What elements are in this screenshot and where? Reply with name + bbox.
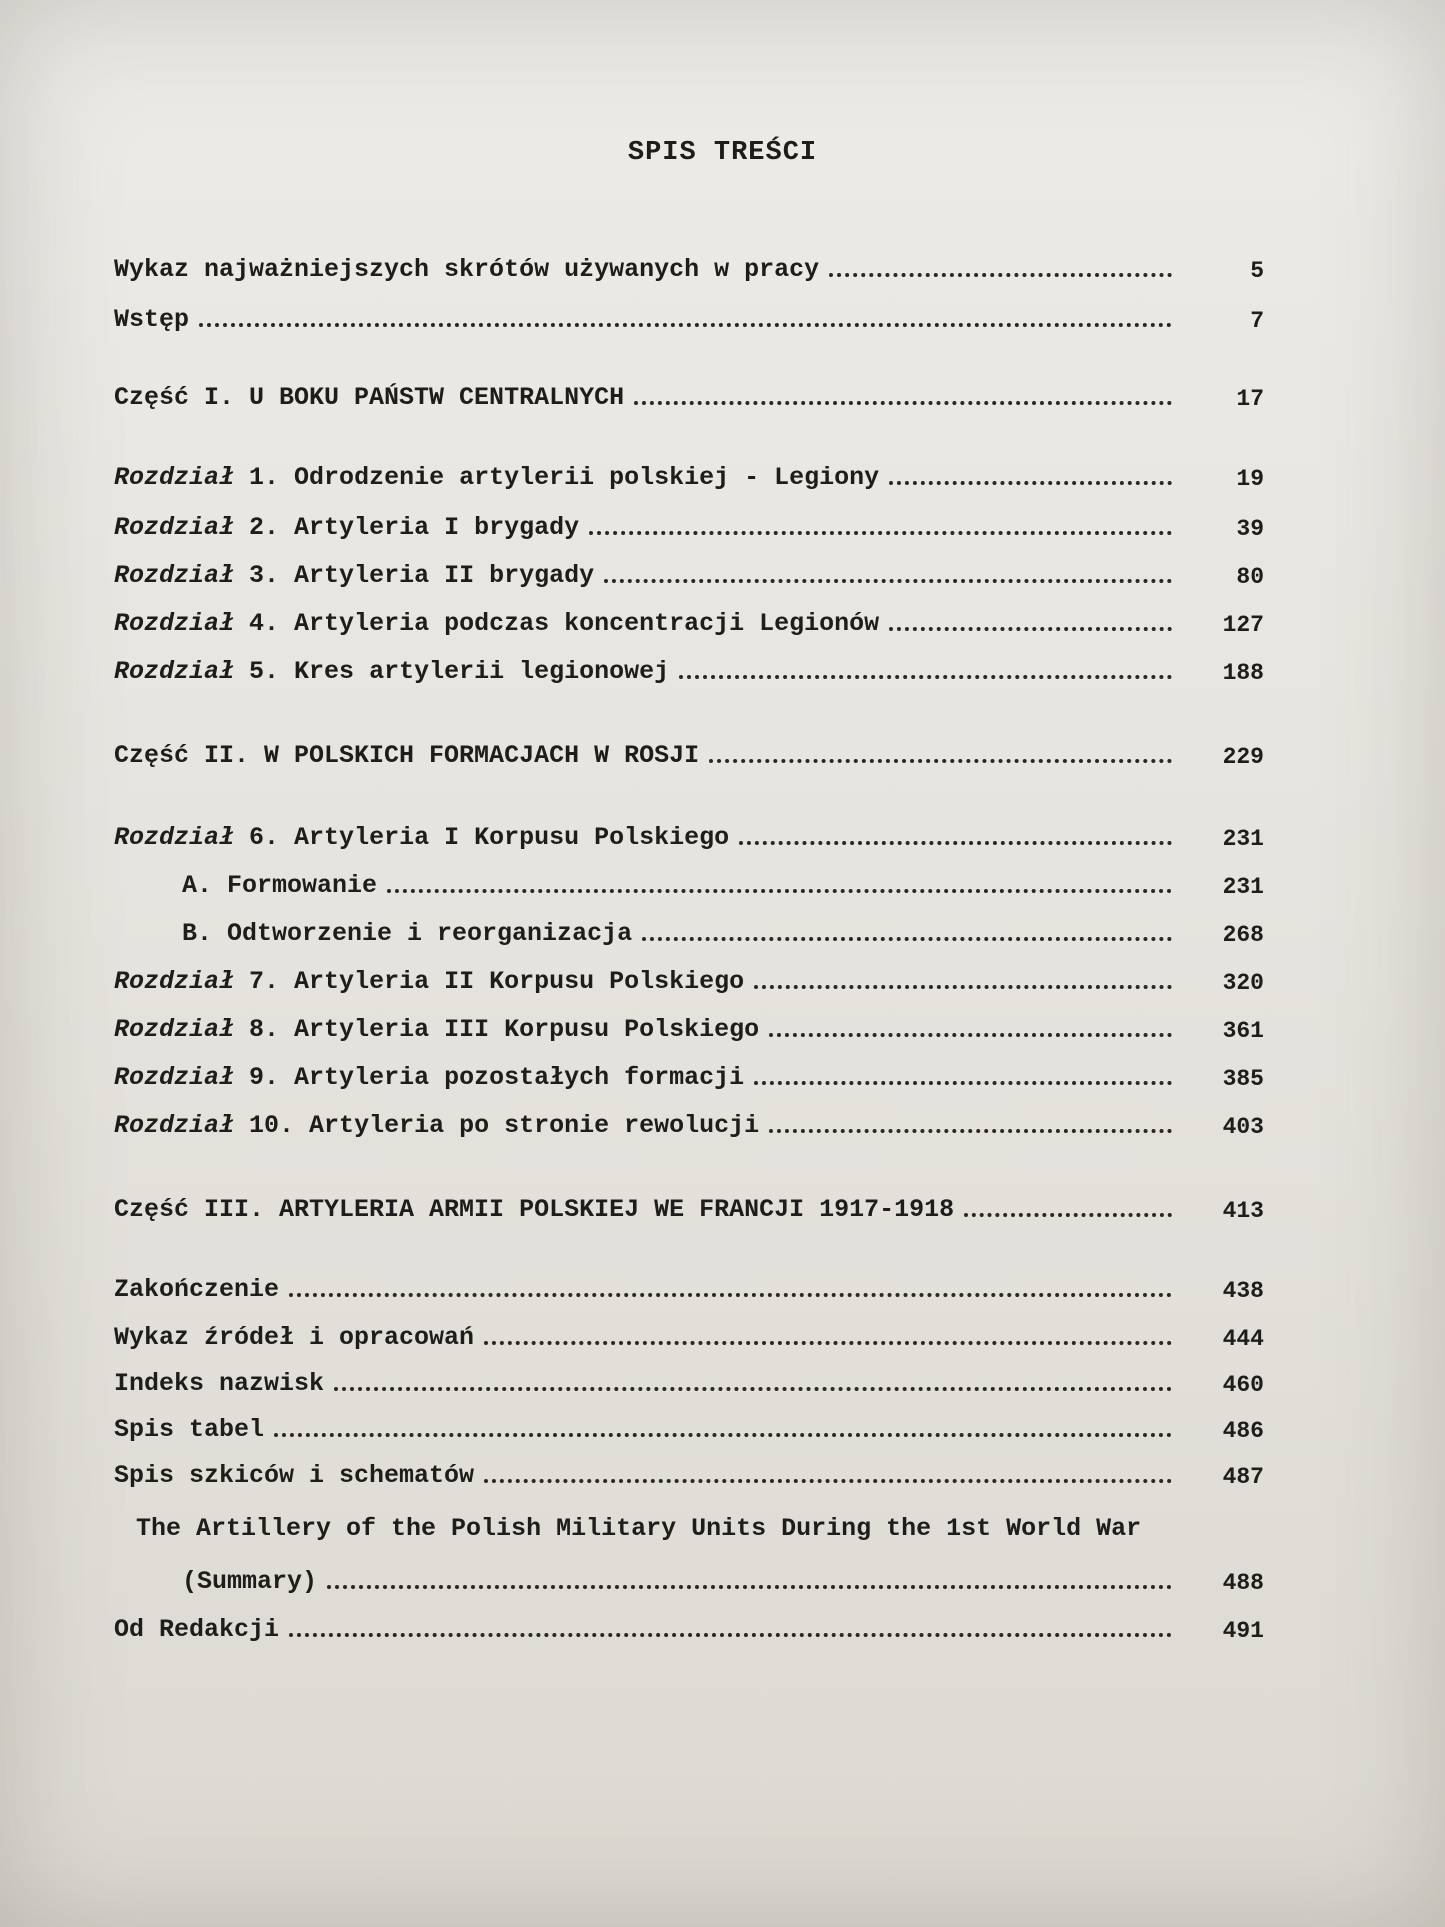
- toc-entry-tables: [114, 1410, 1264, 1444]
- toc-entry-chapter-1: [114, 458, 1264, 492]
- dot-leader: [604, 579, 1172, 583]
- entry-page-number: 491: [1222, 1618, 1264, 1644]
- dot-leader: [829, 273, 1172, 277]
- chapter-prefix: Rozdział: [114, 967, 235, 996]
- dot-leader: [274, 1433, 1172, 1437]
- chapter-prefix: Rozdział: [114, 561, 235, 590]
- toc-entry-chapter-8: [114, 1010, 1264, 1044]
- toc-entry-conclusion: [114, 1270, 1264, 1304]
- toc-entry-chapter-6: [114, 818, 1264, 852]
- entry-page-number: 361: [1222, 1018, 1264, 1044]
- entry-label: [114, 463, 879, 492]
- chapter-title: 2. Artyleria I brygady: [249, 513, 580, 542]
- entry-label: Część I. U BOKU PAŃSTW CENTRALNYCH: [114, 383, 625, 412]
- entry-page-number: 486: [1222, 1418, 1264, 1444]
- entry-page-number: 5: [1250, 258, 1264, 284]
- entry-label: Od Redakcji: [114, 1615, 280, 1644]
- entry-label: [114, 1063, 744, 1092]
- toc-entry-abbreviations: [114, 250, 1264, 284]
- dot-leader: [387, 889, 1172, 893]
- entry-page-number: 487: [1222, 1464, 1264, 1490]
- entry-label: [114, 967, 744, 996]
- dot-leader: [289, 1293, 1172, 1297]
- entry-label: Wstęp: [114, 305, 190, 334]
- dot-leader: [327, 1585, 1172, 1589]
- dot-leader: [754, 1081, 1172, 1085]
- toc-entry-sketches: [114, 1456, 1264, 1490]
- chapter-title: 9. Artyleria pozostałych formacji: [249, 1063, 745, 1092]
- entry-page-number: 268: [1222, 922, 1264, 948]
- entry-label: B. Odtworzenie i reorganizacja: [182, 919, 633, 948]
- toc-entry-introduction: [114, 300, 1264, 334]
- entry-page-number: 19: [1236, 466, 1264, 492]
- entry-label: [114, 609, 879, 638]
- dot-leader: [634, 401, 1172, 405]
- dot-leader: [769, 1129, 1172, 1133]
- dot-leader: [289, 1633, 1172, 1637]
- summary-title-line: The Artillery of the Polish Military Units During the 1st World War: [136, 1514, 1142, 1543]
- dot-leader: [199, 323, 1172, 327]
- entry-page-number: 231: [1222, 874, 1264, 900]
- entry-label: A. Formowanie: [182, 871, 378, 900]
- chapter-title: 5. Kres artylerii legionowej: [249, 657, 670, 686]
- toc-entry-part-1: [114, 378, 1264, 412]
- toc-entry-section-a: [114, 866, 1264, 900]
- toc-entry-name-index: [114, 1364, 1264, 1398]
- entry-page-number: 320: [1222, 970, 1264, 996]
- entry-label: Część III. ARTYLERIA ARMII POLSKIEJ WE FRANCJI 1917-1918: [114, 1195, 955, 1224]
- dot-leader: [484, 1479, 1172, 1483]
- toc-entry-chapter-7: [114, 962, 1264, 996]
- entry-page-number: 127: [1222, 612, 1264, 638]
- toc-entry-chapter-9: [114, 1058, 1264, 1092]
- page-title: SPIS TREŚCI: [627, 138, 818, 168]
- toc-entry-chapter-4: [114, 604, 1264, 638]
- entry-page-number: 229: [1222, 744, 1264, 770]
- entry-page-number: 488: [1222, 1570, 1264, 1596]
- entry-page-number: 460: [1222, 1372, 1264, 1398]
- entry-label: Spis tabel: [114, 1415, 265, 1444]
- chapter-prefix: Rozdział: [114, 657, 235, 686]
- entry-page-number: 438: [1222, 1278, 1264, 1304]
- chapter-title: 6. Artyleria I Korpusu Polskiego: [249, 823, 730, 852]
- toc-entry-summary: [114, 1562, 1264, 1596]
- entry-page-number: 80: [1236, 564, 1264, 590]
- chapter-prefix: Rozdział: [114, 463, 235, 492]
- chapter-title: 7. Artyleria II Korpusu Polskiego: [249, 967, 745, 996]
- entry-page-number: 17: [1236, 386, 1264, 412]
- chapter-prefix: Rozdział: [114, 1111, 235, 1140]
- entry-label: Wykaz źródeł i opracowań: [114, 1323, 475, 1352]
- dot-leader: [484, 1341, 1172, 1345]
- entry-label: Zakończenie: [114, 1275, 280, 1304]
- toc-entry-chapter-5: [114, 652, 1264, 686]
- dot-leader: [739, 841, 1172, 845]
- chapter-prefix: Rozdział: [114, 1015, 235, 1044]
- entry-page-number: 7: [1250, 308, 1264, 334]
- entry-label: [114, 561, 594, 590]
- dot-leader: [589, 531, 1172, 535]
- chapter-prefix: Rozdział: [114, 513, 235, 542]
- entry-label: [114, 657, 669, 686]
- dot-leader: [642, 937, 1172, 941]
- chapter-title: 10. Artyleria po stronie rewolucji: [249, 1111, 760, 1140]
- entry-label: Wykaz najważniejszych skrótów używanych w pracy: [114, 255, 820, 284]
- entry-label: Spis szkiców i schematów: [114, 1461, 475, 1490]
- entry-page-number: 231: [1222, 826, 1264, 852]
- chapter-prefix: Rozdział: [114, 823, 235, 852]
- entry-label: [114, 823, 729, 852]
- dot-leader: [754, 985, 1172, 989]
- toc-entry-chapter-3: [114, 556, 1264, 590]
- dot-leader: [334, 1387, 1172, 1391]
- dot-leader: [679, 675, 1172, 679]
- entry-label: [114, 513, 579, 542]
- entry-page-number: 413: [1222, 1198, 1264, 1224]
- toc-entry-part-3: [114, 1190, 1264, 1224]
- toc-entry-section-b: [114, 914, 1264, 948]
- entry-page-number: 39: [1236, 516, 1264, 542]
- chapter-title: 8. Artyleria III Korpusu Polskiego: [249, 1015, 760, 1044]
- toc-entry-editorial-note: [114, 1610, 1264, 1644]
- entry-label: [114, 1111, 759, 1140]
- chapter-title: 1. Odrodzenie artylerii polskiej - Legiony: [249, 463, 880, 492]
- entry-page-number: 385: [1222, 1066, 1264, 1092]
- dot-leader: [709, 759, 1172, 763]
- dot-leader: [889, 627, 1172, 631]
- chapter-prefix: Rozdział: [114, 1063, 235, 1092]
- entry-label: [114, 1015, 759, 1044]
- dot-leader: [769, 1033, 1172, 1037]
- chapter-prefix: Rozdział: [114, 609, 235, 638]
- chapter-title: 4. Artyleria podczas koncentracji Legionów: [249, 609, 880, 638]
- toc-entry-chapter-2: [114, 508, 1264, 542]
- entry-label: Indeks nazwisk: [114, 1369, 325, 1398]
- entry-page-number: 188: [1222, 660, 1264, 686]
- dot-leader: [889, 481, 1172, 485]
- toc-entry-part-2: [114, 736, 1264, 770]
- toc-entry-sources: [114, 1318, 1264, 1352]
- dot-leader: [964, 1213, 1172, 1217]
- toc-entry-chapter-10: [114, 1106, 1264, 1140]
- entry-label: Część II. W POLSKICH FORMACJACH W ROSJI: [114, 741, 700, 770]
- chapter-title: 3. Artyleria II brygady: [249, 561, 595, 590]
- entry-label: (Summary): [182, 1567, 318, 1596]
- entry-page-number: 403: [1222, 1114, 1264, 1140]
- entry-page-number: 444: [1222, 1326, 1264, 1352]
